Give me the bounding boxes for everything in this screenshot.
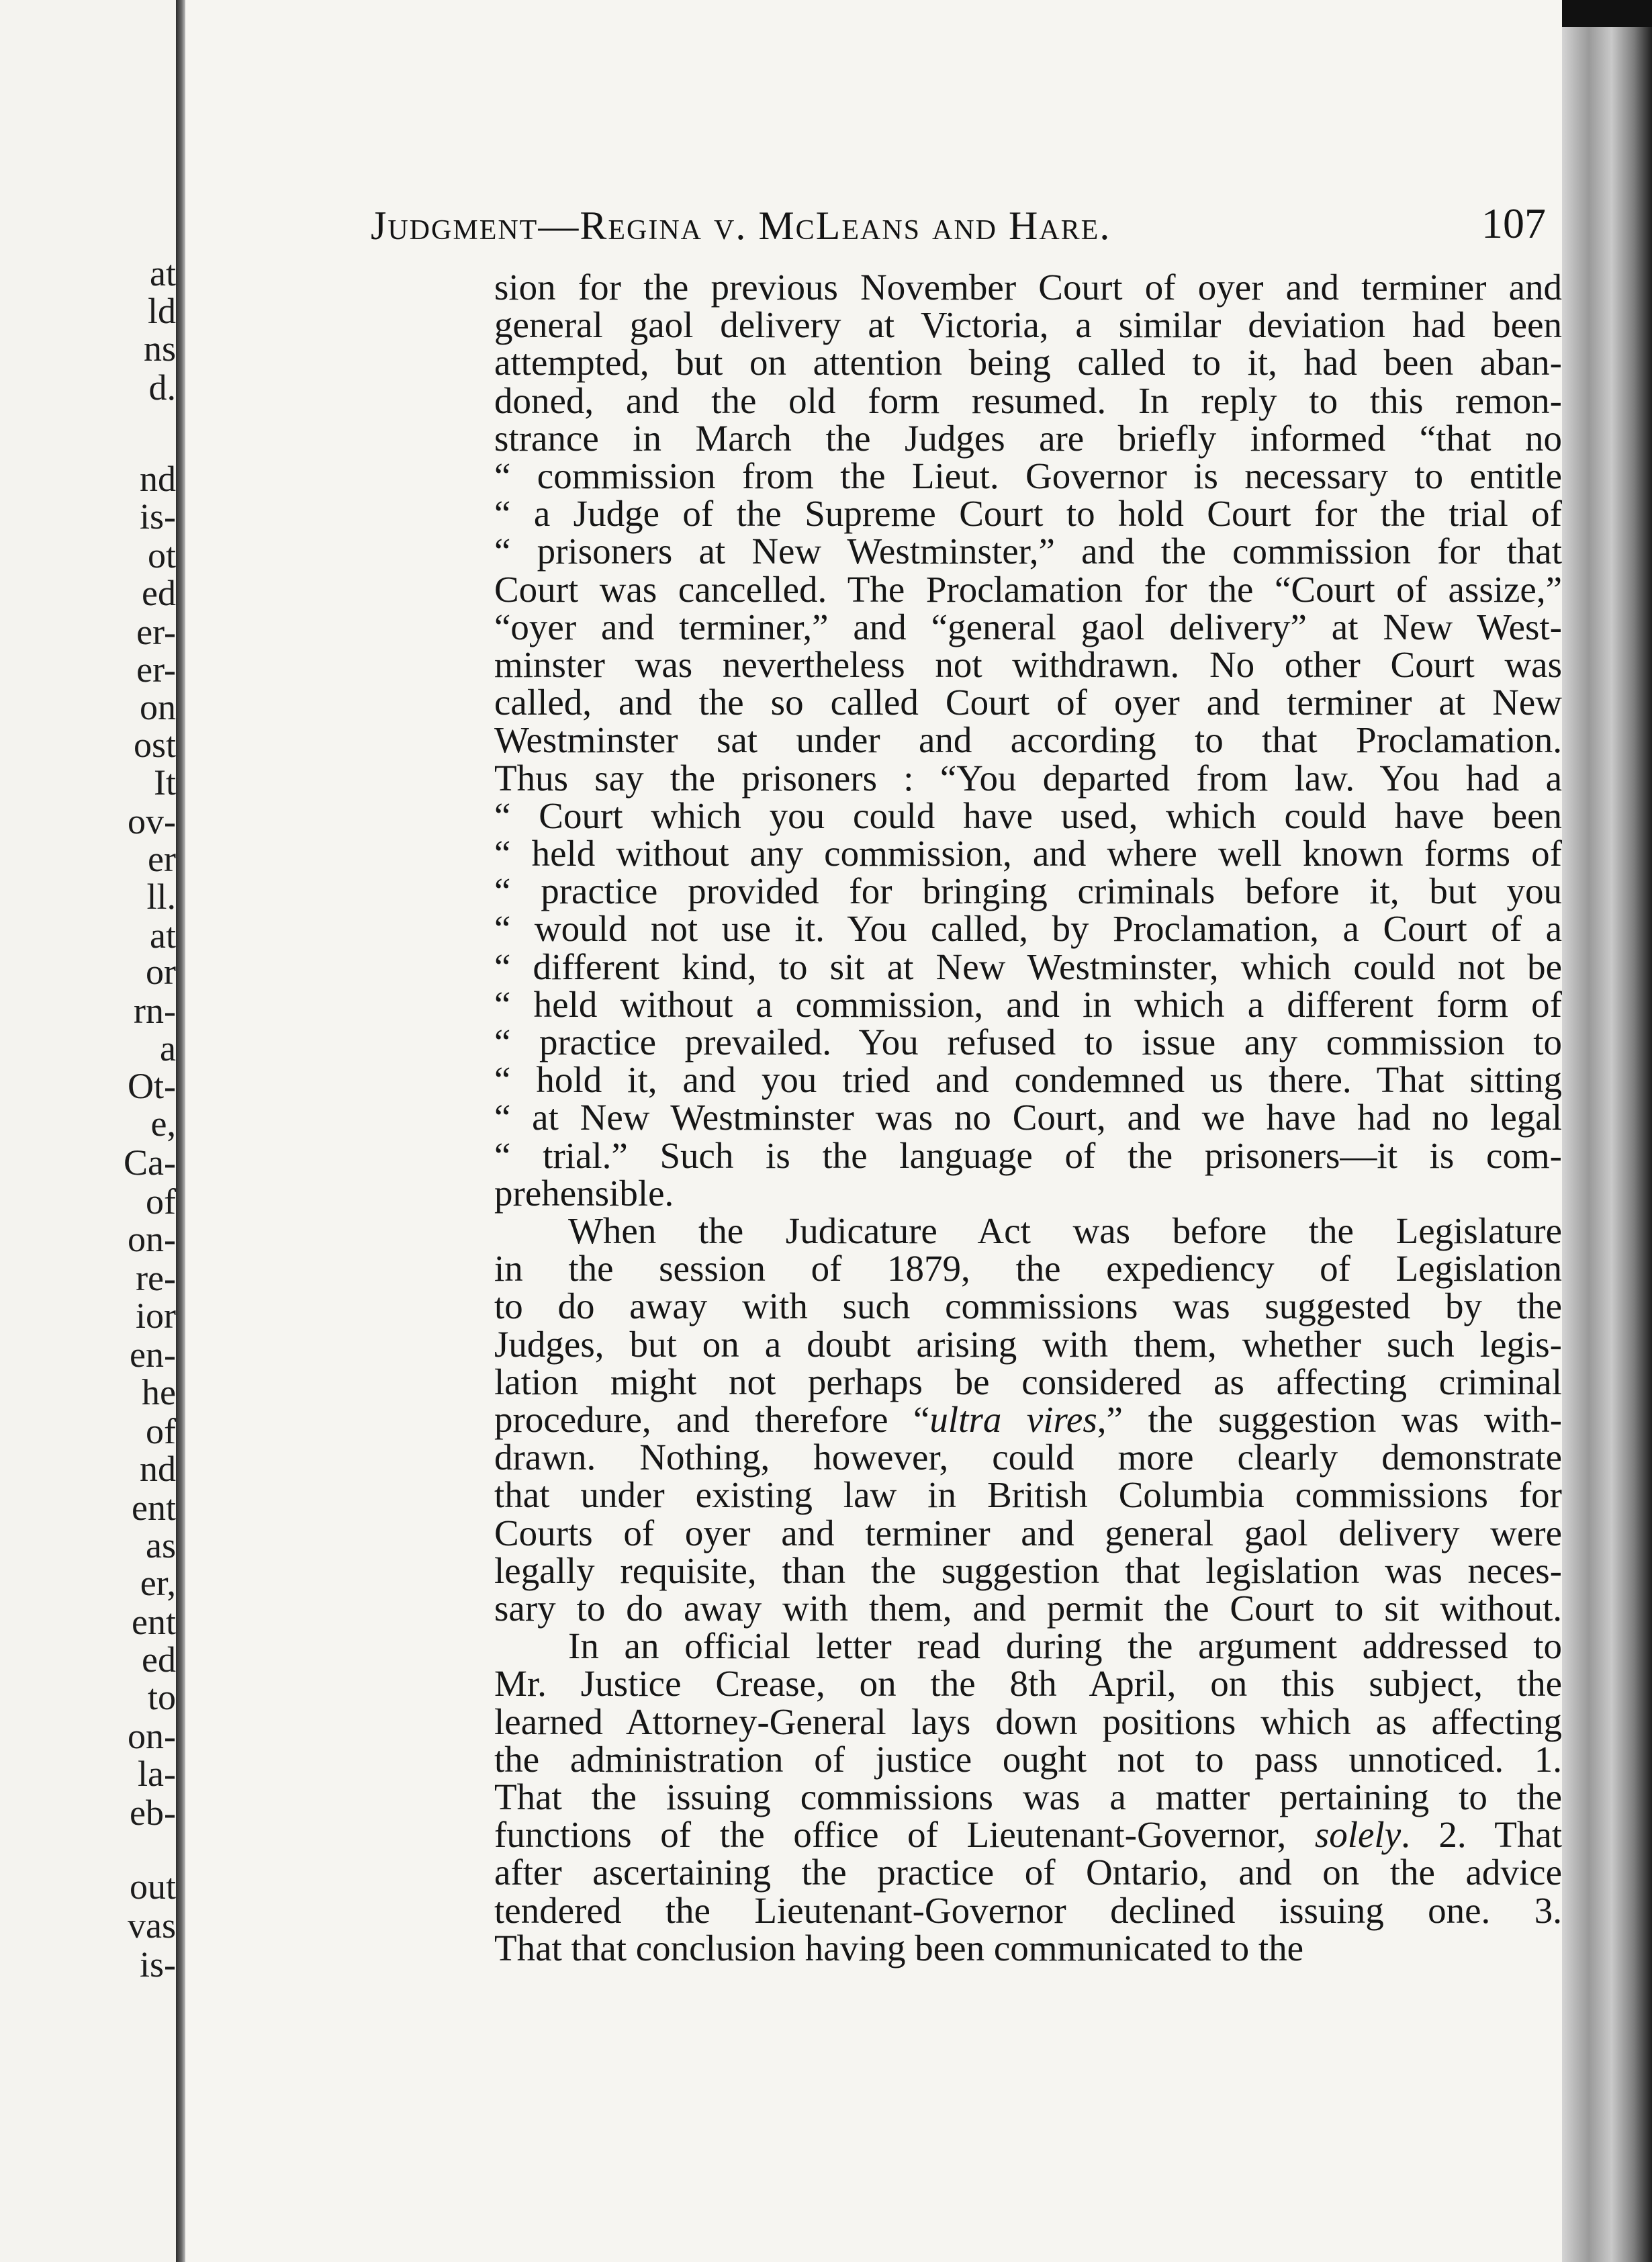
- text-line: “ trial.” Such is the language of the prisoners—it is com-: [494, 1135, 1562, 1176]
- text-line: Courts of oyer and terminer and general gaol delivery were: [494, 1512, 1562, 1553]
- prev-page-fragment: ld: [147, 291, 176, 331]
- text-line: “ would not use it. You called, by Proclamation, a Court of a: [494, 908, 1562, 949]
- prev-page-fragment: is-: [140, 1944, 176, 1985]
- text-line: Mr. Justice Crease, on the 8th April, on this subject, the: [494, 1663, 1562, 1704]
- prev-page-fragment: ov-: [128, 801, 176, 842]
- text-line: after ascertaining the practice of Ontario, and on the advice: [494, 1852, 1562, 1893]
- prev-page-fragment: Ot-: [128, 1066, 176, 1106]
- binding-gutter: [176, 0, 185, 2262]
- text-line: In an official letter read during the argument addressed to: [568, 1625, 1562, 1666]
- text-line: “ practice provided for bringing criminals before it, but you: [494, 870, 1562, 911]
- text-line: procedure, and therefore “ultra vires,” the suggestion was with-: [494, 1399, 1563, 1440]
- text-line: doned, and the old form resumed. In reply to this remon-: [494, 380, 1562, 421]
- prev-page-fragment: d.: [148, 367, 176, 408]
- prev-page-fragment: nd: [140, 1449, 176, 1489]
- text-line: “oyer and terminer,” and “general gaol delivery” at New West-: [494, 606, 1562, 647]
- prev-page-fragment: or: [146, 952, 176, 992]
- text-line: “ different kind, to sit at New Westminster, which could not be: [494, 946, 1562, 987]
- page-number: 107: [1481, 199, 1546, 247]
- prev-page-fragment: nd: [140, 459, 176, 499]
- prev-page-fragment: re-: [136, 1258, 176, 1298]
- prev-page-fragment: vas: [128, 1905, 176, 1946]
- text-line: Thus say the prisoners : “You departed from law. You had a: [494, 758, 1562, 799]
- text-line: called, and the so called Court of oyer and terminer at New: [494, 682, 1562, 723]
- text-line: “ a Judge of the Supreme Court to hold Court for the trial of: [494, 493, 1562, 534]
- prev-page-fragment: Ca-: [124, 1142, 176, 1183]
- text-line: in the session of 1879, the expediency of Legislation: [494, 1248, 1562, 1289]
- text-line: sary to do away with them, and permit the Court to sit without.: [494, 1588, 1562, 1629]
- prev-page-fragment: on: [140, 687, 176, 727]
- page-edge-stack: [1562, 0, 1652, 2262]
- prev-page-fragment: ed: [142, 573, 176, 613]
- text-line: prehensible.: [494, 1173, 674, 1214]
- text-line: “ practice prevailed. You refused to issue any commission to: [494, 1022, 1562, 1062]
- text-line: “ commission from the Lieut. Governor is necessary to entitle: [494, 455, 1562, 496]
- page-edge-shadow: [1562, 0, 1652, 27]
- text-line: “ held without any commission, and where well known forms of: [494, 833, 1562, 874]
- prev-page-fragment: ior: [136, 1296, 176, 1336]
- text-line: legally requisite, than the suggestion that legislation was neces-: [494, 1550, 1562, 1591]
- text-line: That the issuing commissions was a matter pertaining to the: [494, 1776, 1562, 1817]
- prev-page-fragment: ns: [143, 328, 176, 369]
- prev-page-fragment: is-: [140, 496, 176, 537]
- prev-page-fragment: e,: [150, 1103, 176, 1144]
- prev-page-fragment: ent: [132, 1488, 176, 1528]
- page: [185, 0, 1562, 2262]
- text-line: “ hold it, and you tried and condemned us there. That sitting: [494, 1059, 1562, 1100]
- text-line: sion for the previous November Court of oyer and terminer and: [494, 267, 1562, 308]
- text-line: strance in March the Judges are briefly informed “that no: [494, 418, 1562, 459]
- text-line: tendered the Lieutenant-Governor declined issuing one. 3.: [494, 1890, 1562, 1931]
- running-head: Judgment—Regina v. McLeans and Hare.: [371, 203, 1111, 248]
- text-line: functions of the office of Lieutenant-Governor, solely. 2. That: [494, 1814, 1563, 1855]
- prev-page-fragment: a: [160, 1028, 176, 1069]
- text-line: to do away with such commissions was suggested by the: [494, 1285, 1562, 1326]
- text-line: “ prisoners at New Westminster,” and the commission for that: [494, 531, 1562, 572]
- text-line: That that conclusion having been communicated to the: [494, 1928, 1304, 1969]
- text-line: When the Judicature Act was before the Legislature: [568, 1210, 1562, 1251]
- prev-page-fragment: ll.: [146, 876, 176, 917]
- prev-page-fragment: ot: [147, 535, 176, 576]
- prev-page-fragment: of: [146, 1181, 176, 1222]
- prev-page-fragment: he: [142, 1372, 176, 1412]
- prev-page-fragment: at: [150, 915, 176, 956]
- text-line: lation might not perhaps be considered as affecting criminal: [494, 1361, 1562, 1402]
- prev-page-fragment: as: [146, 1525, 176, 1566]
- prev-page-fragment: ent: [132, 1602, 176, 1642]
- prev-page-fragment: on-: [128, 1219, 176, 1259]
- text-line: attempted, but on attention being called to it, had been aban-: [494, 342, 1562, 383]
- prev-page-fragment: en-: [130, 1334, 176, 1375]
- prev-page-fragment: at: [150, 253, 176, 293]
- text-line: Judges, but on a doubt arising with them, whether such legis-: [494, 1324, 1562, 1365]
- text-line: Court was cancelled. The Proclamation for the “Court of assize,”: [494, 569, 1562, 610]
- prev-page-fragment: rn-: [134, 991, 176, 1031]
- prev-page-fragment: er-: [136, 612, 176, 652]
- text-line: “ Court which you could have used, which could have been: [494, 795, 1562, 836]
- prev-page-fragment: ed: [142, 1639, 176, 1680]
- prev-page-fragment: to: [147, 1677, 176, 1717]
- prev-page-fragment: It: [154, 762, 176, 803]
- text-line: that under existing law in British Columbia commissions for: [494, 1474, 1562, 1515]
- text-line: “ at New Westminster was no Court, and we have had no legal: [494, 1097, 1562, 1138]
- prev-page-fragment: of: [146, 1411, 176, 1451]
- prev-page-fragment: eb-: [130, 1793, 176, 1833]
- previous-page-margin: [0, 0, 176, 2262]
- prev-page-fragment: er,: [140, 1563, 176, 1603]
- text-line: Westminster sat under and according to that Proclamation.: [494, 719, 1562, 760]
- prev-page-fragment: er: [148, 839, 176, 879]
- text-line: “ held without a commission, and in which a different form of: [494, 984, 1562, 1025]
- text-line: general gaol delivery at Victoria, a similar deviation had been: [494, 304, 1562, 345]
- prev-page-fragment: on-: [128, 1716, 176, 1756]
- prev-page-fragment: la-: [138, 1754, 176, 1794]
- prev-page-fragment: er-: [136, 649, 176, 690]
- text-line: minster was nevertheless not withdrawn. No other Court was: [494, 644, 1562, 685]
- text-line: learned Attorney-General lays down positions which as affecting: [494, 1701, 1562, 1742]
- text-line: the administration of justice ought not to pass unnoticed. 1.: [494, 1739, 1562, 1780]
- text-line: drawn. Nothing, however, could more clearly demonstrate: [494, 1437, 1562, 1478]
- prev-page-fragment: ost: [133, 725, 176, 765]
- prev-page-fragment: out: [129, 1866, 176, 1907]
